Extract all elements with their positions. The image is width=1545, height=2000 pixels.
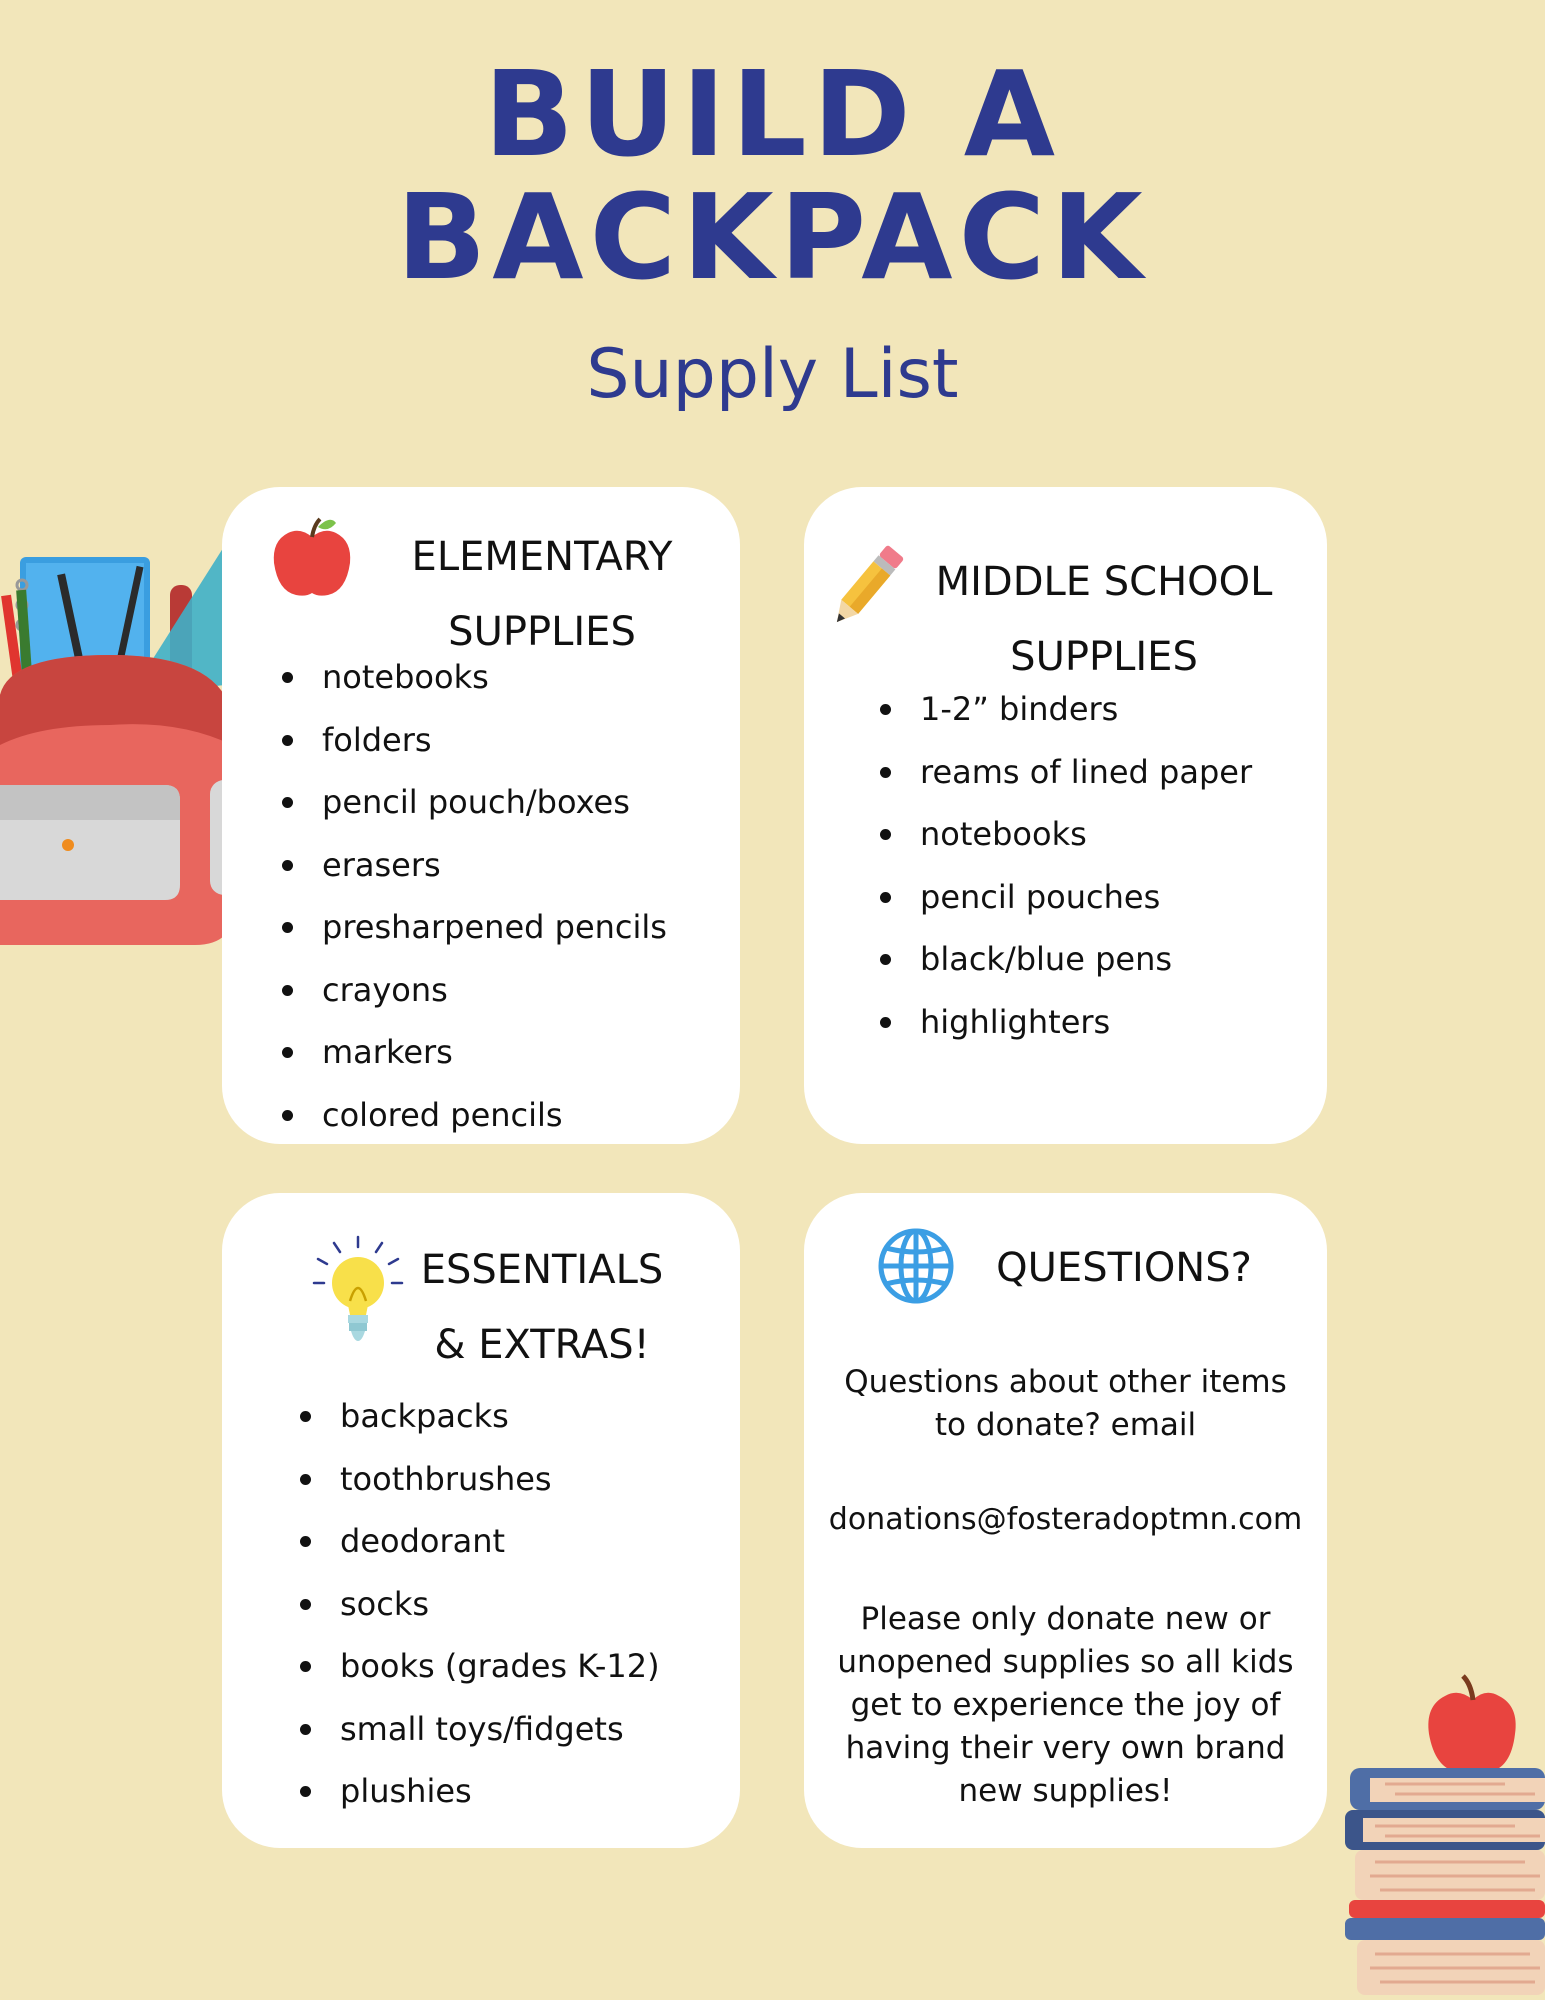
- essentials-item-list: [300, 1396, 660, 1834]
- title-line-1: BUILD A: [483, 45, 1062, 183]
- questions-line1: Questions about other items: [844, 1364, 1287, 1400]
- elementary-heading-line1: ELEMENTARY: [411, 534, 673, 580]
- donation-note-line1: Please only donate new or: [860, 1601, 1271, 1637]
- list-item: plushies: [300, 1771, 660, 1834]
- apple-icon: [270, 515, 354, 599]
- list-item: crayons: [282, 970, 667, 1033]
- list-item: pencil pouch/boxes: [282, 782, 667, 845]
- list-item: pencil pouches: [880, 877, 1252, 940]
- questions-card: [804, 1193, 1327, 1848]
- questions-heading: QUESTIONS?: [996, 1245, 1252, 1291]
- books-apple-illustration: [1345, 1650, 1545, 2000]
- list-item: folders: [282, 720, 667, 783]
- list-item: 1-2” binders: [880, 689, 1252, 752]
- middle-heading-line2: SUPPLIES: [1010, 634, 1198, 680]
- elementary-item-list: [282, 657, 667, 1157]
- list-item: toothbrushes: [300, 1459, 660, 1522]
- middle-heading-line1: MIDDLE SCHOOL: [935, 559, 1273, 605]
- donation-note-line2: unopened supplies so all kids: [837, 1644, 1294, 1680]
- essentials-heading-line2: & EXTRAS!: [434, 1322, 650, 1368]
- title-line-2: BACKPACK: [396, 168, 1149, 306]
- donation-email[interactable]: donations@fosteradoptmn.com: [828, 1502, 1303, 1537]
- list-item: small toys/fidgets: [300, 1709, 660, 1772]
- list-item: backpacks: [300, 1396, 660, 1459]
- list-item: highlighters: [880, 1002, 1252, 1065]
- essentials-extras-card: [222, 1193, 740, 1848]
- list-item: socks: [300, 1584, 660, 1647]
- list-item: books (grades K-12): [300, 1646, 660, 1709]
- list-item: markers: [282, 1032, 667, 1095]
- list-item: black/blue pens: [880, 939, 1252, 1002]
- globe-icon: [876, 1226, 956, 1306]
- donation-note-line5: new supplies!: [958, 1773, 1173, 1809]
- list-item: presharpened pencils: [282, 907, 667, 970]
- donation-note-line4: having their very own brand: [845, 1730, 1286, 1766]
- middle-school-supplies-card: [804, 487, 1327, 1144]
- lightbulb-icon: [312, 1235, 404, 1345]
- list-item: reams of lined paper: [880, 752, 1252, 815]
- list-item: notebooks: [282, 657, 667, 720]
- list-item: notebooks: [880, 814, 1252, 877]
- pencil-icon: [820, 542, 910, 632]
- donation-note-line3: get to experience the joy of: [850, 1687, 1281, 1723]
- elementary-heading-line2: SUPPLIES: [448, 609, 636, 655]
- middle-school-item-list: [880, 689, 1252, 1064]
- elementary-supplies-card: [222, 487, 740, 1144]
- list-item: colored pencils: [282, 1095, 667, 1158]
- list-item: deodorant: [300, 1521, 660, 1584]
- essentials-heading-line1: ESSENTIALS: [420, 1247, 664, 1293]
- questions-line2: to donate? email: [934, 1407, 1197, 1443]
- subtitle: Supply List: [586, 335, 959, 414]
- list-item: erasers: [282, 845, 667, 908]
